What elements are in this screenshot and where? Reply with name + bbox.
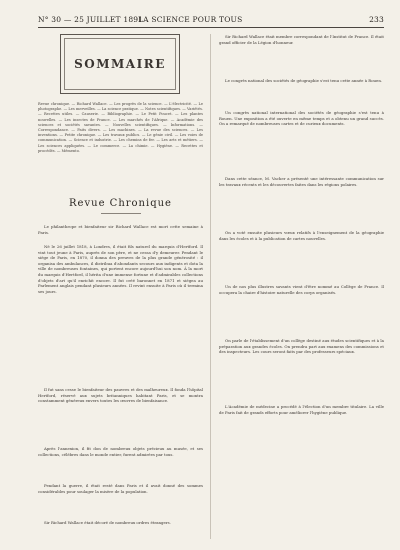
paragraph: Le congrès national des sociétés de géographie s'est tenu cette année à Rouen.	[225, 78, 383, 83]
paragraph: Un congrès national international des sociétés de géographie s'est tenu à Rouen. Une exposition a été ouverte en même temps et a obtenu un grand succès. On a remarqué de nombreuses cartes et de curieux documents.	[219, 110, 384, 127]
paragraph: Un de nos plus illustres savants vient d'être nommé au Collège de France. Il occupera la chaire d'histoire naturelle des corps organisés.	[219, 284, 384, 295]
right-column	[219, 34, 384, 442]
sommaire-box	[60, 34, 180, 94]
paragraph: Sir Richard Wallace était décoré de nombreux ordres étrangers.	[44, 520, 171, 525]
sommaire-text: Revue chronique. — Richard Wallace. — Les progrès de la science. — L'électricité. — Le photographe. — Les merveilles. — La science pratique. — Notes scientifiques. — Variétés. — Recettes utiles. — Causerie. — Bibliographie. — Le Petit Poucet. — Les plantes nouvelles. — Les insectes de France. — Les marchés de l'Afrique. — Académie des sciences et sociétés savantes. — Nouvelles scientifiques. — Informations. — Correspondance. — Faits divers. — Les machines. — La revue des sciences. — Les inventions. — Petite chronique. — Les travaux publics. — Le génie civil. — Les voies de communication. — Science et industrie. — Les chemins de fer. — Les arts et métiers. — Les sciences appliquées. — Le commerce. — La chimie. — Hygiène. — Recettes et procédés. — Mémento.	[38, 102, 203, 153]
paragraph: Pendant la guerre, il était resté dans Paris et il avait donné des sommes considérables pour soulager la misère de la population.	[38, 483, 203, 494]
paragraph: On a voté ensuite plusieurs vœux relatifs à l'enseignement de la géographie dans les écoles et à la publication de cartes nouvelles.	[219, 230, 384, 241]
paragraph: Né le 26 juillet 1818, à Londres, il était fils naturel du marquis d'Hertford. Il vint tout jeune à Paris, auprès de son père, et ne cessa d'y demeurer. Pendant le siège de Paris, en 1870, il donna des preuves de la plus grande générosité : il organisa des ambulances, il distribua d'abondants secours aux indigents et dota la ville de nombreuses fontaines, qui portent encore aujourd'hui son nom. À la mort du marquis d'Hertford, il hérita d'une immense fortune et d'admirables collections d'objets d'art qu'il enrichit encore. Il fut créé baronnet en 1871 et siégea au Parlement anglais pendant plusieurs années. Il revint ensuite à Paris où il termina ses jours.	[38, 244, 203, 294]
journal-title: LA SCIENCE POUR TOUS	[138, 15, 243, 24]
paragraph: Sir Richard Wallace était membre correspondant de l'Institut de France. Il était grand officier de la Légion d'honneur.	[219, 34, 384, 45]
issue-number: N° 30 — 25 JUILLET 1891	[38, 15, 144, 24]
heading-rule	[101, 213, 141, 214]
paragraph: Il fut sans cesse le bienfaiteur des pauvres et des malheureux. Il fonda l'hôpital Hertford, réservé aux sujets britanniques habitant Paris, et se montra constamment généreux envers toutes les œuvres de bienfaisance.	[38, 387, 203, 404]
sommaire-title: SOMMAIRE	[64, 38, 176, 90]
page-number: 233	[369, 15, 384, 24]
paragraph: Après l'annexion, il fit don de nombreux objets précieux au musée, et ses collections, célèbres dans le monde entier, furent admirées par tous.	[38, 446, 203, 457]
paragraph: L'Académie de médecine a procédé à l'élection d'un membre titulaire. La ville de Paris fait de grands efforts pour améliorer l'hygiène publique.	[219, 404, 384, 415]
paragraph: Le philanthrope et bienfaiteur sir Richard Wallace est mort cette semaine à Paris.	[38, 224, 203, 235]
paragraph: On parle de l'établissement d'un collège destiné aux études scientifiques et à la préparation aux grandes écoles. On prendra part aux examens des commissions et des inspecteurs. Les cours seront faits par des professeurs spéciaux.	[219, 338, 384, 355]
left-column	[38, 34, 203, 542]
paragraph: Dans cette séance, M. Vacher a présenté une intéressante communication sur les travaux récents et les découvertes faites dans les régions polaires.	[219, 176, 384, 187]
section-heading: Revue Chronique	[69, 198, 172, 209]
page-header	[38, 12, 384, 28]
column-divider	[210, 34, 211, 539]
